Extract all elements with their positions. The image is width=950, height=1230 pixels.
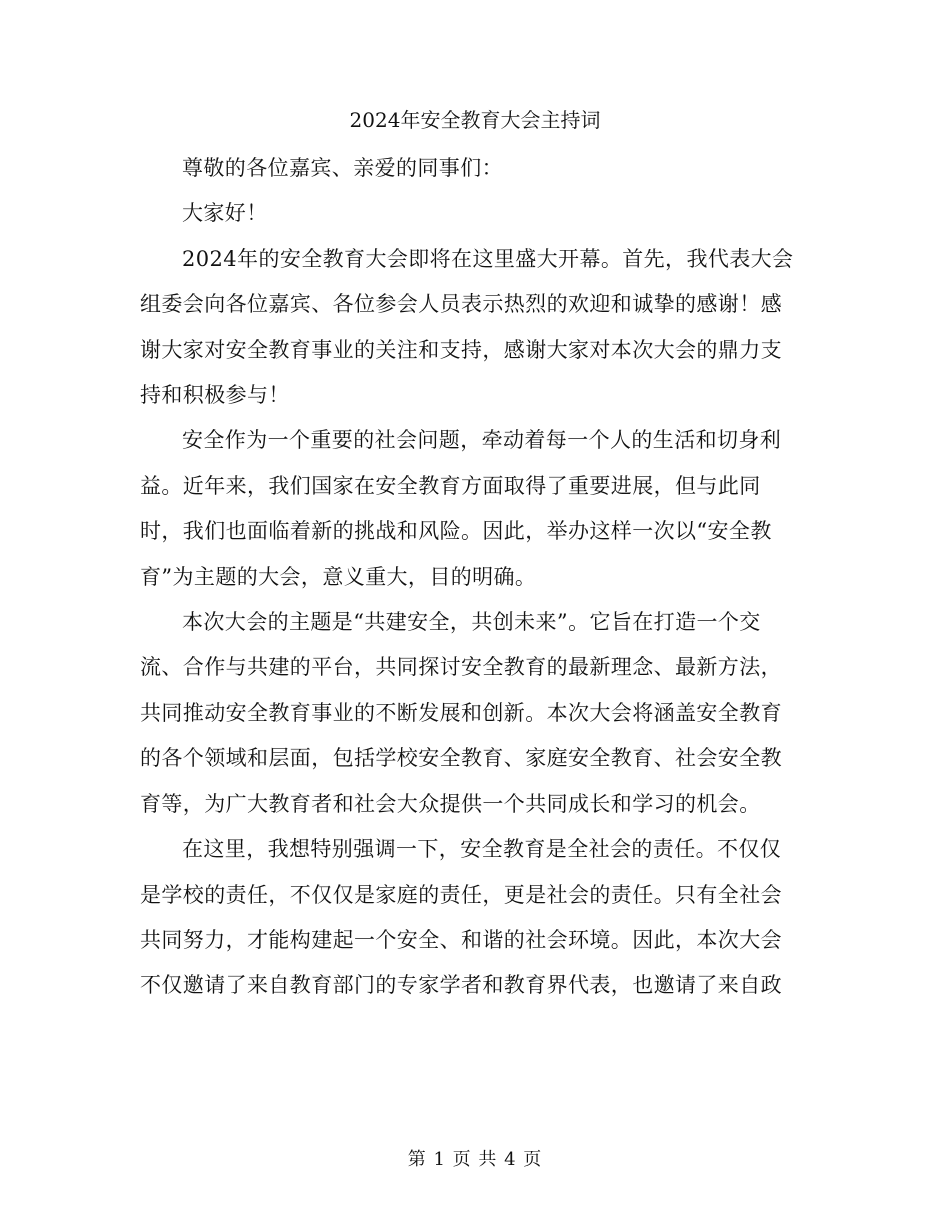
paragraph-hello: 大家好！: [182, 201, 268, 226]
page-footer: 第 1 页 共 4 页: [407, 1149, 543, 1170]
paragraph-greeting: 尊敬的各位嘉宾、亲爱的同事们：: [182, 156, 503, 180]
paragraph-background: 安全作为一个重要的社会问题，牵动着每一个人的生活和切身利益。近年来，我们国家在安全教育方面取得了重要进展，但与此同时，我们也面临着新的挑战和风险。因此，举办这样一次以“安全教育”为主题的大会，意义重大，目的明确。: [140, 428, 782, 589]
paragraph-opening: 2024年的安全教育大会即将在这里盛大开幕。首先，我代表大会组委会向各位嘉宾、各位参会人员表示热烈的欢迎和诚挚的感谢！感谢大家对安全教育事业的关注和支持，感谢大家对本次大会的鼎力支持和积极参与！: [140, 246, 794, 408]
paragraph-theme: 本次大会的主题是“共建安全，共创未来”。它旨在打造一个交流、合作与共建的平台，共同探讨安全教育的最新理念、最新方法，共同推动安全教育事业的不断发展和创新。本次大会将涵盖安全教育的各个领域和层面，包括学校安全教育、家庭安全教育、社会安全教育等，为广大教育者和社会大众提供一个共同成长和学习的机会。: [140, 610, 782, 816]
document-body: [140, 146, 800, 1009]
document-title: 2024年安全教育大会主持词: [349, 108, 601, 132]
paragraph-responsibility: 在这里，我想特别强调一下，安全教育是全社会的责任。不仅仅是学校的责任，不仅仅是家庭的责任，更是社会的责任。只有全社会共同努力，才能构建起一个安全、和谐的社会环境。因此，本次大会不仅邀请了来自教育部门的专家学者和教育界代表，也邀请了来自政: [140, 837, 782, 998]
